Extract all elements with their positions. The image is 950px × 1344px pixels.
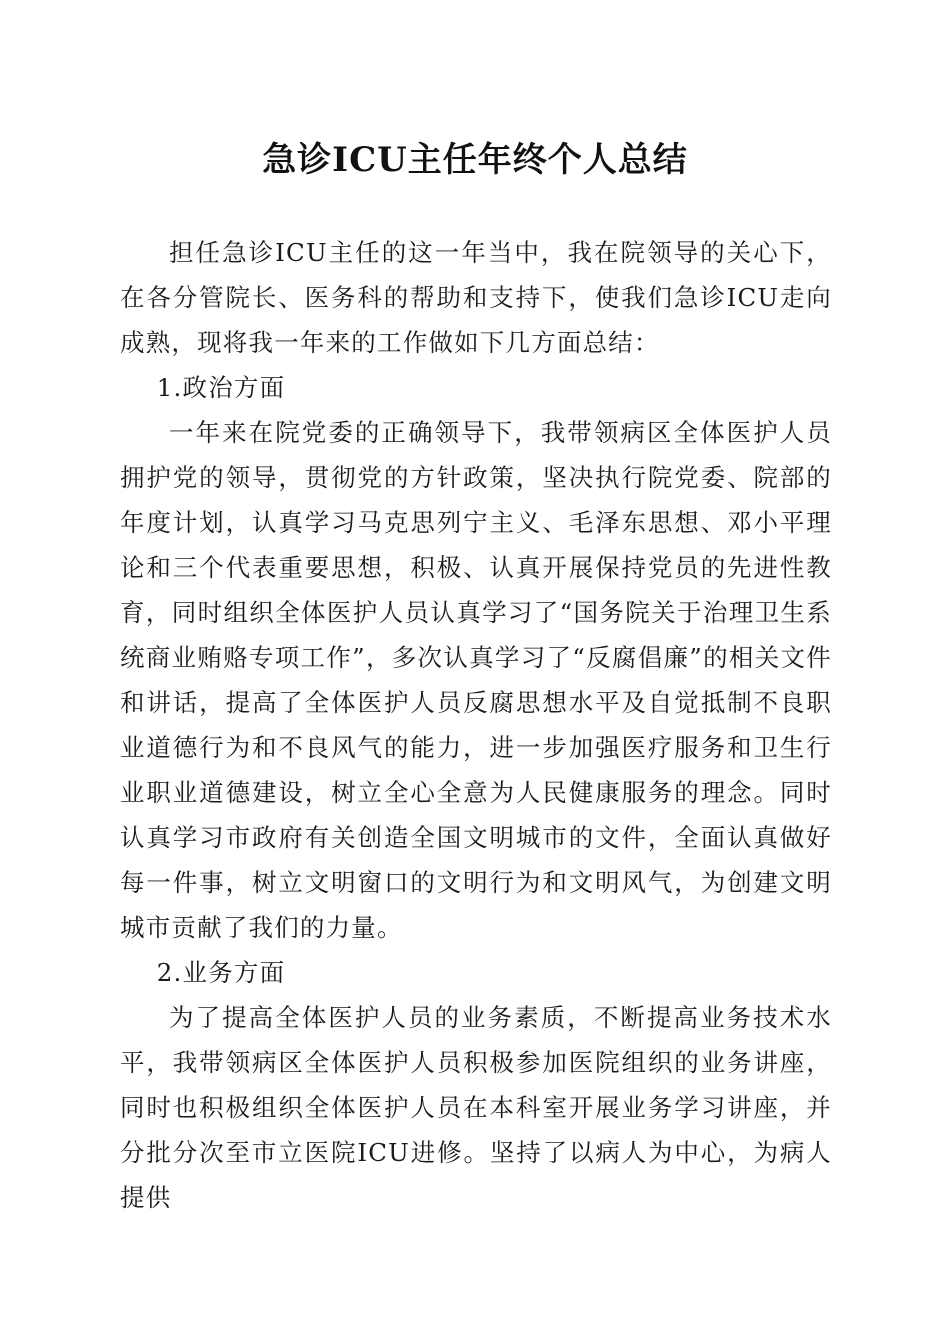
section-heading-business: 2.业务方面 [156, 958, 286, 987]
document-body [120, 230, 832, 1220]
politics-paragraph: 一年来在院党委的正确领导下，我带领病区全体医护人员拥护党的领导，贯彻党的方针政策，坚决执行院党委、院部的年度计划，认真学习马克思列宁主义、毛泽东思想、邓小平理论和三个代表重要思想，积极、认真开展保持党员的先进性教育，同时组织全体医护人员认真学习了“国务院关于治理卫生系统商业贿赂专项工作”，多次认真学习了“反腐倡廉”的相关文件和讲话，提高了全体医护人员反腐思想水平及自觉抵制不良职业道德行为和不良风气的能力，进一步加强医疗服务和卫生行业职业道德建设，树立全心全意为人民健康服务的理念。同时认真学习市政府有关创造全国文明城市的文件，全面认真做好每一件事，树立文明窗口的文明行为和文明风气，为创建文明城市贡献了我们的力量。 [120, 418, 832, 942]
intro-paragraph: 担任急诊ICU主任的这一年当中，我在院领导的关心下，在各分管院长、医务科的帮助和支持下，使我们急诊ICU走向成熟，现将我一年来的工作做如下几方面总结： [120, 238, 832, 357]
document-title: 急诊ICU主任年终个人总结 [262, 140, 688, 180]
business-paragraph: 为了提高全体医护人员的业务素质，不断提高业务技术水平，我带领病区全体医护人员积极参加医院组织的业务讲座，同时也积极组织全体医护人员在本科室开展业务学习讲座，并分批分次至市立医院ICU进修。坚持了以病人为中心，为病人提供 [120, 1003, 832, 1212]
section-heading-politics: 1.政治方面 [156, 373, 286, 402]
